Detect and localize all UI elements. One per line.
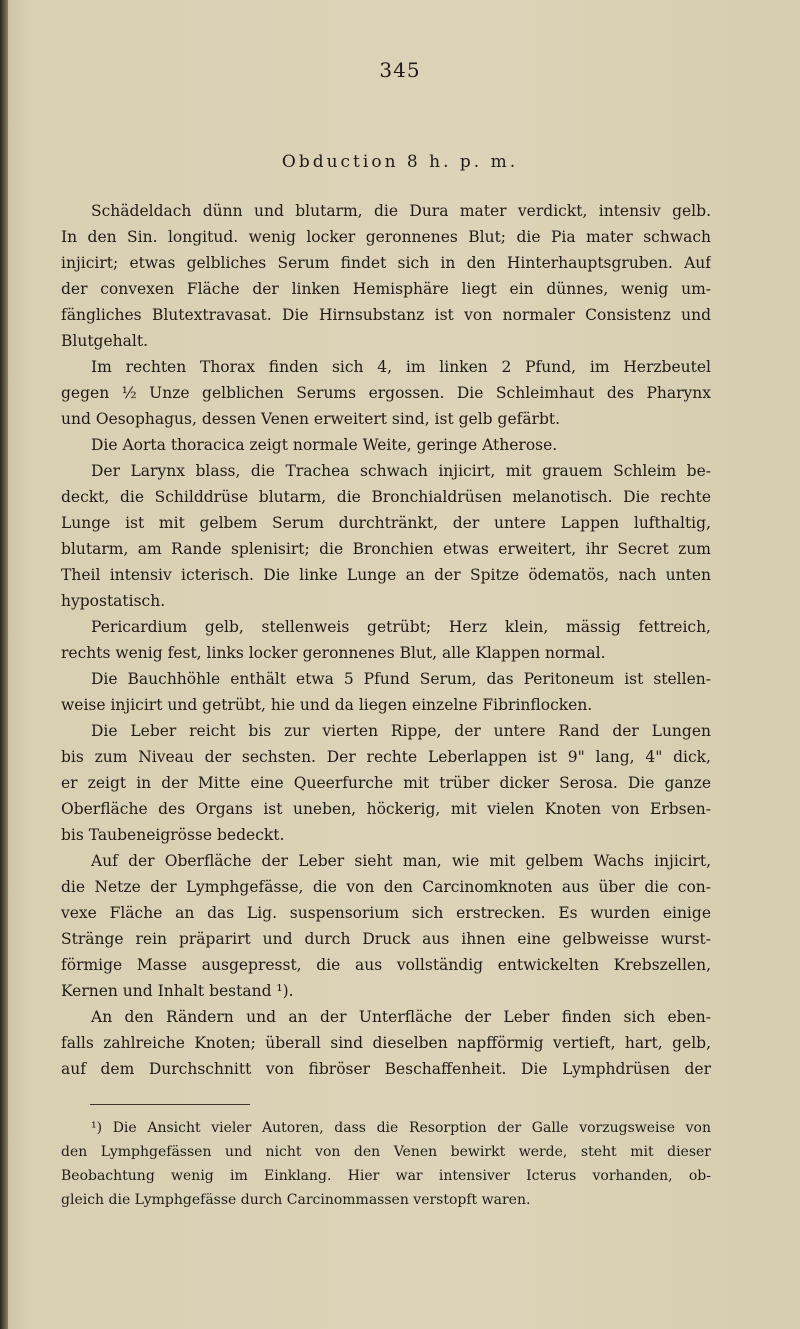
text-line: bis Taubeneigrösse bedeckt. xyxy=(61,826,285,844)
text-line: Die Bauchhöhle enthält etwa 5 Pfund Serum, das Peritoneum ist stellen- xyxy=(91,670,711,688)
text-line: Stränge rein präparirt und durch Druck aus ihnen eine gelbweisse wurst- xyxy=(61,930,711,948)
text-line: weise injicirt und getrübt, hie und da liegen einzelne Fibrinflocken. xyxy=(61,696,593,714)
section-heading: Obduction 8 h. p. m. xyxy=(281,152,519,172)
text-line: In den Sin. longitud. wenig locker geronnenes Blut; die Pia mater schwach xyxy=(61,228,711,246)
text-line: hypostatisch. xyxy=(61,592,166,610)
text-line: die Netze der Lymphgefässe, die von den Carcinomknoten aus über die con- xyxy=(61,878,711,896)
text-line: Lunge ist mit gelbem Serum durchtränkt, der untere Lappen lufthaltig, xyxy=(61,514,711,532)
footnote-line: gleich die Lymphgefässe durch Carcinommassen verstopft waren. xyxy=(61,1192,531,1208)
book-spine-shadow xyxy=(0,0,8,1329)
body-text xyxy=(61,198,711,1082)
text-line: Die Leber reicht bis zur vierten Rippe, der untere Rand der Lungen xyxy=(91,722,711,740)
text-line: Blutgehalt. xyxy=(61,332,148,350)
text-line: deckt, die Schilddrüse blutarm, die Bronchialdrüsen melanotisch. Die rechte xyxy=(61,488,711,506)
text-line: Schädeldach dünn und blutarm, die Dura mater verdickt, intensiv gelb. xyxy=(91,202,711,220)
text-line: Der Larynx blass, die Trachea schwach injicirt, mit grauem Schleim be- xyxy=(91,462,711,480)
text-line: Theil intensiv icterisch. Die linke Lunge an der Spitze ödematös, nach unten xyxy=(61,566,711,584)
footnotes xyxy=(61,1116,711,1212)
text-line: blutarm, am Rande splenisirt; die Bronchien etwas erweitert, ihr Secret zum xyxy=(61,540,711,558)
text-line: Oberfläche des Organs ist uneben, höckerig, mit vielen Knoten von Erbsen- xyxy=(61,800,711,818)
footnote-divider xyxy=(90,1104,250,1105)
text-line: fängliches Blutextravasat. Die Hirnsubstanz ist von normaler Consistenz und xyxy=(61,306,711,324)
text-line: er zeigt in der Mitte eine Queerfurche mit trüber dicker Serosa. Die ganze xyxy=(61,774,711,792)
text-line: Auf der Oberfläche der Leber sieht man, wie mit gelbem Wachs injicirt, xyxy=(91,852,711,870)
text-line: und Oesophagus, dessen Venen erweitert sind, ist gelb gefärbt. xyxy=(61,410,561,428)
footnote-line: Beobachtung wenig im Einklang. Hier war intensiver Icterus vorhanden, ob- xyxy=(61,1168,711,1184)
footnote-line: den Lymphgefässen und nicht von den Venen bewirkt werde, steht mit dieser xyxy=(61,1144,711,1160)
text-line: vexe Fläche an das Lig. suspensorium sich erstrecken. Es wurden einige xyxy=(61,904,711,922)
text-line: An den Rändern und an der Unterfläche der Leber finden sich eben- xyxy=(91,1008,711,1026)
page-number: 345 xyxy=(379,58,421,82)
footnote-line: ¹) Die Ansicht vieler Autoren, dass die Resorption der Galle vorzugsweise von xyxy=(91,1120,711,1136)
text-line: injicirt; etwas gelbliches Serum findet sich in den Hinterhauptsgruben. Auf xyxy=(61,254,711,272)
text-line: rechts wenig fest, links locker geronnenes Blut, alle Klappen normal. xyxy=(61,644,606,662)
text-line: Die Aorta thoracica zeigt normale Weite, geringe Atherose. xyxy=(91,436,558,454)
text-line: der convexen Fläche der linken Hemisphäre liegt ein dünnes, wenig um- xyxy=(61,280,711,298)
text-line: auf dem Durchschnitt von fibröser Beschaffenheit. Die Lymphdrüsen der xyxy=(61,1060,711,1078)
text-line: gegen ½ Unze gelblichen Serums ergossen. Die Schleimhaut des Pharynx xyxy=(61,384,711,402)
text-line: förmige Masse ausgepresst, die aus vollständig entwickelten Krebszellen, xyxy=(61,956,711,974)
text-line: bis zum Niveau der sechsten. Der rechte Leberlappen ist 9" lang, 4" dick, xyxy=(61,748,711,766)
text-line: Kernen und Inhalt bestand ¹). xyxy=(61,982,294,1000)
text-line: Im rechten Thorax finden sich 4, im linken 2 Pfund, im Herzbeutel xyxy=(91,358,711,376)
text-line: falls zahlreiche Knoten; überall sind dieselben napfförmig vertieft, hart, gelb, xyxy=(61,1034,711,1052)
text-line: Pericardium gelb, stellenweis getrübt; Herz klein, mässig fettreich, xyxy=(91,618,711,636)
